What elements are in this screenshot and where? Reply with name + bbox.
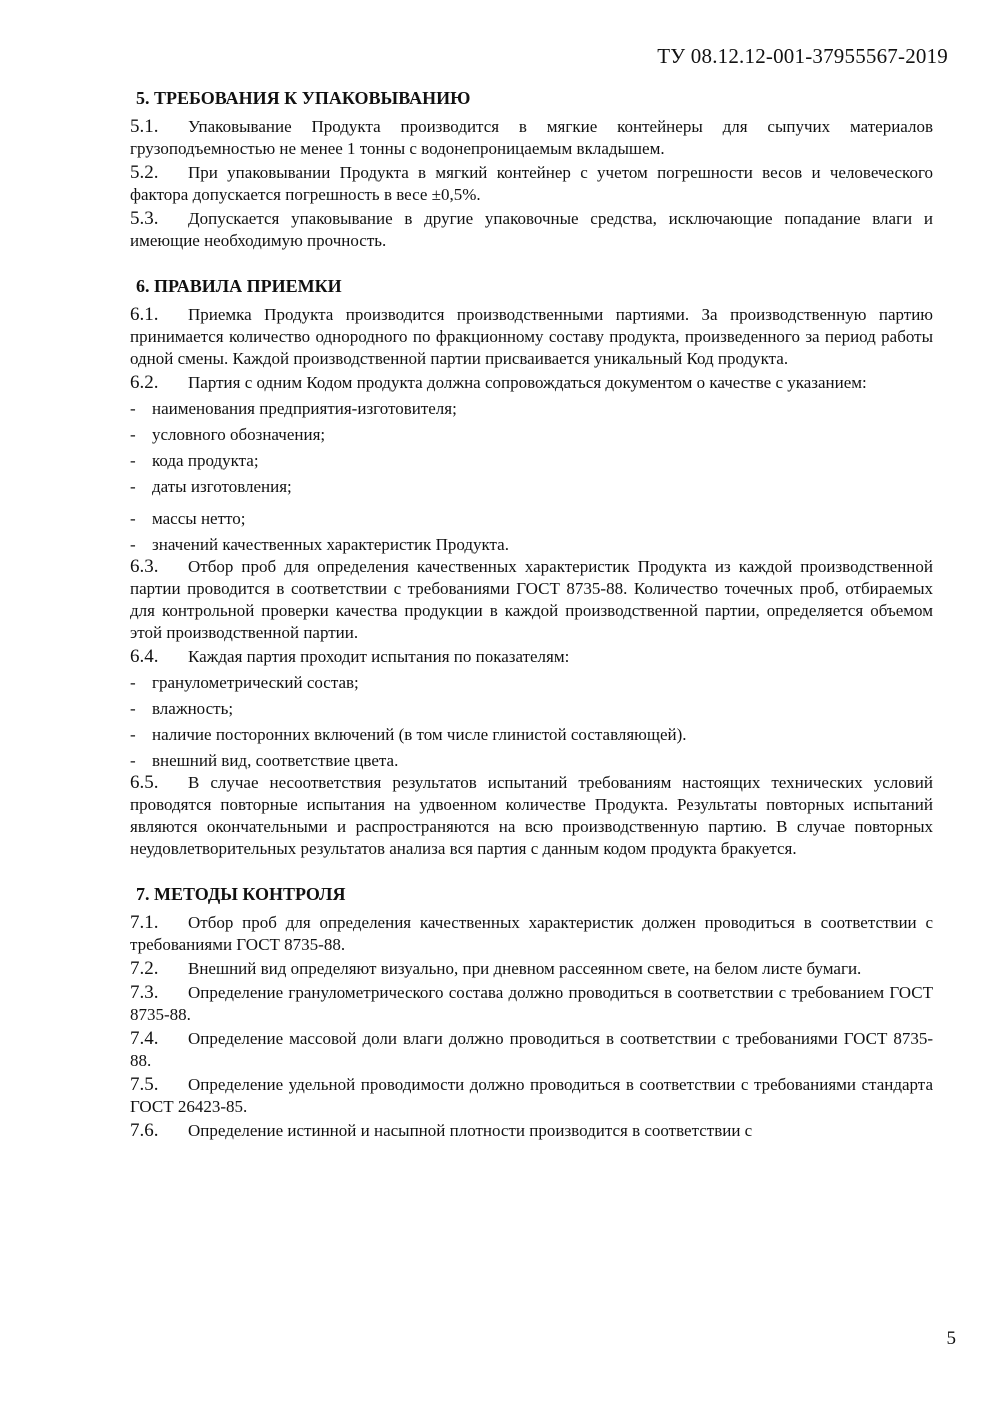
paragraph-text: Определение гранулометрического состава должно проводиться в соответствии с требованием ГОСТ 8735-88. [130, 983, 933, 1024]
paragraph-5-1 [130, 116, 933, 160]
paragraph-text: Определение удельной проводимости должно проводиться в соответствии с требованиями стандарта ГОСТ 26423-85. [130, 1075, 933, 1116]
list-item: - внешний вид, соответствие цвета. [130, 751, 399, 770]
paragraph-7-2 [130, 958, 933, 980]
section-7 [130, 882, 933, 1142]
paragraph-5-2 [130, 162, 933, 206]
list-item: - массы нетто; [130, 509, 246, 528]
paragraph-text: Приемка Продукта производится производственными партиями. За производственную партию принимается количество однородного по фракционному составу продукта, произведенного за период работы одной смены. Каждой производственной партии присваивается уникальный Код продукта. [130, 305, 933, 368]
paragraph-6-4 [130, 646, 933, 668]
paragraph-number: 5.1. [130, 116, 159, 137]
section-title: 7. МЕТОДЫ КОНТРОЛЯ [136, 884, 346, 904]
paragraph-text: При упаковывании Продукта в мягкий контейнер с учетом погрешности весов и человеческого фактора допускается погрешность в весе ±0,5%. [130, 163, 933, 204]
paragraph-number: 6.2. [130, 372, 159, 393]
list-item-text: влажность; [152, 699, 234, 718]
paragraph-text: Внешний вид определяют визуально, при дневном рассеянном свете, на белом листе бумаги. [188, 959, 862, 978]
list-item: - значений качественных характеристик Продукта. [130, 535, 509, 554]
paragraph-6-5 [130, 772, 933, 860]
paragraph-number: 5.2. [130, 162, 159, 183]
paragraph-7-4 [130, 1028, 933, 1072]
paragraph-number: 6.3. [130, 556, 159, 577]
paragraph-number: 7.4. [130, 1028, 159, 1049]
paragraph-number: 7.3. [130, 982, 159, 1003]
list-item-text: даты изготовления; [152, 477, 292, 496]
paragraph-text: Определение истинной и насыпной плотности производится в соответствии с [188, 1121, 753, 1140]
paragraph-number: 6.1. [130, 304, 159, 325]
list-item-text: кода продукта; [152, 451, 259, 470]
list-item: - влажность; [130, 699, 234, 718]
paragraph-6-2 [130, 372, 933, 394]
paragraph-7-3 [130, 982, 933, 1026]
paragraph-number: 7.6. [130, 1120, 159, 1141]
page-number: 5 [946, 1328, 956, 1349]
document-body [130, 86, 933, 1164]
list-item-text: значений качественных характеристик Продукта. [152, 535, 509, 554]
section-6 [130, 274, 933, 860]
paragraph-text: Упаковывание Продукта производится в мягкие контейнеры для сыпучих материалов грузоподъемностью не менее 1 тонны с водонепроницаемым вкладышем. [130, 117, 933, 158]
list-item-text: наличие посторонних включений (в том числе глинистой составляющей). [152, 725, 687, 744]
paragraph-7-1 [130, 912, 933, 956]
paragraph-number: 6.4. [130, 646, 159, 667]
paragraph-number: 6.5. [130, 772, 159, 793]
list-item: - гранулометрический состав; [130, 673, 359, 692]
paragraph-5-3 [130, 208, 933, 252]
list-item: - кода продукта; [130, 451, 259, 470]
paragraph-number: 7.1. [130, 912, 159, 933]
section-title: 5. ТРЕБОВАНИЯ К УПАКОВЫВАНИЮ [136, 88, 471, 108]
paragraph-6-1 [130, 304, 933, 370]
document-code: ТУ 08.12.12-001-37955567-2019 [657, 44, 948, 68]
paragraph-text: Допускается упаковывание в другие упаковочные средства, исключающие попадание влаги и имеющие необходимую прочность. [130, 209, 933, 250]
section-title: 6. ПРАВИЛА ПРИЕМКИ [136, 276, 342, 296]
paragraph-number: 7.2. [130, 958, 159, 979]
paragraph-6-3 [130, 556, 933, 644]
paragraph-text: Отбор проб для определения качественных характеристик должен проводиться в соответствии с требованиями ГОСТ 8735-88. [130, 913, 933, 954]
list-item-text: гранулометрический состав; [152, 673, 359, 692]
paragraph-7-5 [130, 1074, 933, 1118]
section-5 [130, 86, 933, 252]
list-item-text: массы нетто; [152, 509, 246, 528]
paragraph-text: Партия с одним Кодом продукта должна сопровождаться документом о качестве с указанием: [188, 373, 867, 392]
paragraph-text: В случае несоответствия результатов испытаний требованиям настоящих технических условий проводятся повторные испытания на удвоенном количестве Продукта. Результаты повторных испытаний являются окончательными и распространяются на всю производственную партию. В случае повторных неудовлетворительных результатов анализа вся партия с данным кодом продукта бракуется. [130, 773, 933, 858]
list-item: - даты изготовления; [130, 477, 292, 496]
paragraph-text: Определение массовой доли влаги должно проводиться в соответствии с требованиями ГОСТ 8735-88. [130, 1029, 933, 1070]
paragraph-7-6 [130, 1120, 933, 1142]
list-item-text: условного обозначения; [152, 425, 326, 444]
list-item-text: внешний вид, соответствие цвета. [152, 751, 399, 770]
paragraph-number: 7.5. [130, 1074, 159, 1095]
list-item: - условного обозначения; [130, 425, 326, 444]
paragraph-number: 5.3. [130, 208, 159, 229]
list-item: - наличие посторонних включений (в том числе глинистой составляющей). [130, 725, 687, 744]
paragraph-text: Отбор проб для определения качественных характеристик Продукта из каждой производственной партии проводится в соответствии с требованиями ГОСТ 8735-88. Количество точечных проб, отбираемых для контрольной проверки качества продукции в каждой производственной партии, определяется объемом этой производственной партии. [130, 557, 933, 642]
list-item-text: наименования предприятия-изготовителя; [152, 399, 457, 418]
paragraph-text: Каждая партия проходит испытания по показателям: [188, 647, 570, 666]
list-item: - наименования предприятия-изготовителя; [130, 399, 457, 418]
